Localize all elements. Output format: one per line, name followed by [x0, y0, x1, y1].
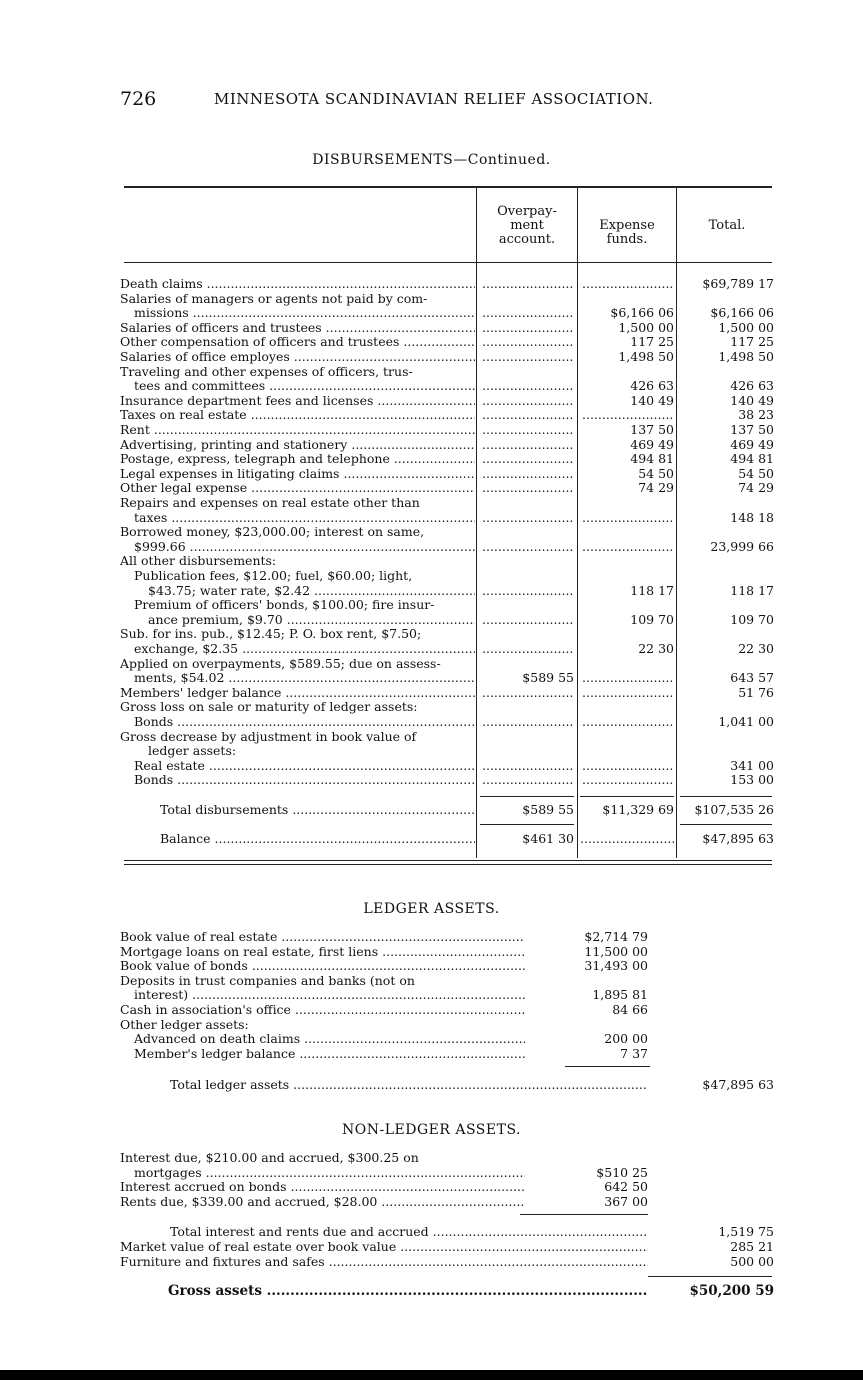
total-rule	[680, 796, 772, 797]
cell-overpayment-dots	[482, 408, 574, 423]
furniture-value: 500 00	[730, 1254, 774, 1269]
balance-expense-dots	[580, 832, 674, 847]
row-label: Gross loss on sale or maturity of ledger assets:	[120, 700, 418, 715]
cell-expense: 74 29	[638, 480, 674, 496]
cell-total: 643 57	[730, 670, 774, 686]
row-label: Salaries of office employes .....	[120, 350, 475, 365]
cell-total: $69,789 17	[702, 276, 774, 291]
cell-overpayment-dots	[482, 277, 574, 292]
item-value: $2,714 79	[584, 929, 648, 944]
cell-overpayment: $589 55	[522, 670, 574, 686]
column-divider	[476, 188, 477, 858]
cell-total: 109 70	[730, 611, 774, 627]
cell-total: 137 50	[730, 422, 774, 437]
cell-overpayment-dots	[482, 773, 574, 788]
cell-overpayment-dots	[482, 379, 574, 394]
column-header-text: Total.	[708, 218, 746, 233]
total-disbursements-label: Total disbursements .....	[160, 803, 475, 818]
scan-edge	[0, 1370, 863, 1380]
page-header-title: MINNESOTA SCANDINAVIAN RELIEF ASSOCIATION.	[214, 90, 654, 108]
row-label: tees and committees .....	[134, 379, 475, 394]
item-label: Other ledger assets:	[120, 1017, 249, 1032]
item-label: Rents due, $339.00 and accrued, $28.00 .....	[120, 1195, 525, 1210]
item-value: 200 00	[604, 1031, 648, 1047]
row-label: All other disbursements:	[120, 554, 277, 569]
cell-expense: 118 17	[630, 582, 674, 598]
row-label: $999.66 .....	[134, 540, 475, 555]
page-number: 726	[120, 88, 157, 110]
total-expense: $11,329 69	[602, 802, 674, 817]
cell-overpayment-dots	[482, 438, 574, 453]
cell-total: 140 49	[730, 392, 774, 408]
row-label: Gross decrease by adjustment in book value of	[120, 729, 417, 744]
cell-expense: 469 49	[630, 436, 674, 452]
cell-total: 494 81	[730, 451, 774, 467]
item-label: mortgages .....	[134, 1166, 525, 1181]
table-header-rule	[124, 262, 772, 263]
item-value: $510 25	[596, 1164, 648, 1180]
cell-overpayment-dots	[482, 481, 574, 496]
row-label: Salaries of officers and trustees .....	[120, 321, 475, 336]
cell-expense-dots	[582, 408, 674, 423]
row-label: Traveling and other expenses of officers, trus-	[120, 364, 413, 379]
cell-total: 22 30	[738, 641, 774, 656]
row-label: $43.75; water rate, $2.42 .....	[148, 584, 475, 599]
cell-expense: 1,498 50	[618, 349, 674, 364]
balance-rule	[680, 824, 772, 825]
cell-expense-dots	[582, 686, 674, 701]
row-label: Repairs and expenses on real estate other than	[120, 496, 420, 510]
non-ledger-sum-rule	[520, 1214, 648, 1215]
ledger-assets-title: LEDGER ASSETS.	[363, 901, 500, 917]
cell-overpayment-dots	[482, 394, 574, 409]
row-label: Applied on overpayments, $589.55; due on assess-	[120, 656, 441, 671]
cell-total: 1,041 00	[718, 714, 774, 729]
item-value: 84 66	[612, 1002, 648, 1017]
row-label: Insurance department fees and licenses .....	[120, 394, 475, 409]
cell-overpayment-dots	[482, 715, 574, 730]
cell-expense: 140 49	[630, 392, 674, 408]
item-value: 31,493 00	[584, 958, 648, 974]
ledger-sum-rule	[565, 1066, 650, 1067]
market-value-value: 285 21	[730, 1239, 774, 1254]
cell-expense-dots	[582, 773, 674, 788]
row-label: Other legal expense .....	[120, 481, 475, 496]
cell-expense: 494 81	[630, 451, 674, 467]
row-label: Legal expenses in litigating claims .....	[120, 467, 475, 482]
row-label: Death claims .....	[120, 277, 475, 292]
cell-overpayment-dots	[482, 511, 574, 526]
column-divider	[676, 188, 677, 858]
cell-overpayment-dots	[482, 584, 574, 599]
ledger-total-value: $47,895 63	[702, 1077, 774, 1092]
balance-rule	[480, 824, 574, 825]
cell-overpayment-dots	[482, 452, 574, 467]
cell-overpayment-dots	[482, 350, 574, 365]
row-label: Real estate .....	[134, 759, 475, 774]
cell-expense-dots	[582, 277, 674, 292]
cell-total: 341 00	[730, 757, 774, 773]
cell-total: 426 63	[730, 378, 774, 394]
cell-total: 118 17	[730, 582, 774, 598]
cell-total: 1,498 50	[718, 349, 774, 364]
cell-overpayment-dots	[482, 335, 574, 350]
total-interest-value: 1,519 75	[718, 1224, 774, 1239]
furniture-label: Furniture and fixtures and safes .....	[120, 1255, 648, 1270]
row-label: Premium of officers' bonds, $100.00; fire insur-	[134, 598, 435, 613]
row-label: Sub. for ins. pub., $12.45; P. O. box rent, $7.50;	[120, 627, 422, 642]
cell-expense-dots	[582, 715, 674, 730]
row-label: ledger assets:	[148, 744, 237, 759]
item-value: 642 50	[604, 1179, 648, 1195]
item-value: 7 37	[620, 1045, 648, 1061]
row-label: exchange, $2.35 .....	[134, 642, 475, 657]
item-value: 1,895 81	[592, 987, 648, 1003]
item-label: Interest accrued on bonds .....	[120, 1180, 525, 1195]
cell-expense: $6,166 06	[610, 305, 674, 321]
item-label: Deposits in trust companies and banks (not on	[120, 973, 415, 988]
row-label: Bonds .....	[134, 773, 475, 788]
row-label: Rent .....	[120, 423, 475, 438]
row-label: Other compensation of officers and trustees .....	[120, 335, 475, 350]
gross-assets-value: $50,200 59	[689, 1283, 774, 1299]
column-divider	[577, 188, 578, 858]
cell-expense: 426 63	[630, 378, 674, 394]
cell-expense: 1,500 00	[618, 319, 674, 335]
cell-overpayment-dots	[482, 467, 574, 482]
row-label: missions .....	[134, 306, 475, 321]
gross-rule	[648, 1276, 772, 1277]
total-overpayment: $589 55	[522, 802, 574, 817]
row-label: ments, $54.02 .....	[134, 671, 475, 686]
item-label: Interest due, $210.00 and accrued, $300.25 on	[120, 1151, 419, 1165]
cell-expense-dots	[582, 511, 674, 526]
row-label: Postage, express, telegraph and telephone .....	[120, 452, 475, 467]
item-value: 367 00	[604, 1193, 648, 1209]
cell-total: 469 49	[730, 436, 774, 452]
cell-overpayment-dots	[482, 423, 574, 438]
market-value-label: Market value of real estate over book value .....	[120, 1240, 648, 1255]
row-label: Taxes on real estate .....	[120, 408, 475, 423]
cell-total: 117 25	[730, 334, 774, 350]
disbursements-title: DISBURSEMENTS—Continued.	[312, 152, 551, 168]
cell-total: 23,999 66	[710, 538, 774, 554]
row-label: ance premium, $9.70 .....	[148, 613, 475, 628]
column-header-overpayment	[478, 205, 576, 247]
cell-expense: 137 50	[630, 422, 674, 437]
cell-expense-dots	[582, 671, 674, 686]
cell-overpayment-dots	[482, 613, 574, 628]
table-bottom-rule	[124, 860, 772, 861]
column-header-expense	[578, 219, 676, 247]
cell-expense: 117 25	[630, 334, 674, 350]
table-top-rule	[124, 186, 772, 188]
cell-total: 74 29	[738, 480, 774, 496]
total-rule	[480, 796, 574, 797]
item-label: Book value of real estate .....	[120, 930, 525, 945]
table-bottom-rule	[124, 864, 772, 865]
row-label: Advertising, printing and stationery .....	[120, 438, 475, 453]
cell-total: 51 76	[738, 684, 774, 700]
cell-total: 148 18	[730, 509, 774, 525]
item-label: Member's ledger balance .....	[134, 1047, 525, 1062]
item-label: Book value of bonds .....	[120, 959, 525, 974]
total-interest-label: Total interest and rents due and accrued .....	[170, 1225, 648, 1240]
ledger-total-label: Total ledger assets .....	[170, 1078, 648, 1093]
cell-overpayment-dots	[482, 759, 574, 774]
cell-overpayment-dots	[482, 642, 574, 657]
item-label: Mortgage loans on real estate, first liens .....	[120, 945, 525, 960]
item-value: 11,500 00	[584, 943, 648, 959]
item-label: Advanced on death claims .....	[134, 1032, 525, 1047]
row-label: Salaries of managers or agents not paid by com-	[120, 291, 428, 306]
balance-overpayment: $461 30	[522, 831, 574, 846]
row-label: Members' ledger balance .....	[120, 686, 475, 701]
gross-assets-label: Gross assets .....	[168, 1284, 648, 1299]
column-header-text: Overpay- ment account.	[497, 204, 557, 247]
non-ledger-assets-title: NON-LEDGER ASSETS.	[342, 1122, 521, 1138]
cell-overpayment-dots	[482, 540, 574, 555]
row-label: Bonds .....	[134, 715, 475, 730]
row-label: taxes .....	[134, 511, 475, 526]
cell-overpayment-dots	[482, 686, 574, 701]
row-label: Borrowed money, $23,000.00; interest on same,	[120, 525, 425, 540]
balance-label: Balance .....	[160, 832, 475, 847]
item-label: interest) .....	[134, 988, 525, 1003]
row-label: Publication fees, $12.00; fuel, $60.00; light,	[134, 569, 413, 583]
cell-overpayment-dots	[482, 306, 574, 321]
total-rule	[580, 796, 674, 797]
item-label: Cash in association's office .....	[120, 1003, 525, 1018]
cell-total: 153 00	[730, 772, 774, 788]
cell-total: $6,166 06	[710, 305, 774, 321]
column-header-text: Expense funds.	[599, 218, 655, 247]
total-total: $107,535 26	[694, 802, 774, 817]
cell-total: 38 23	[738, 407, 774, 423]
cell-expense: 22 30	[638, 641, 674, 656]
balance-total: $47,895 63	[702, 831, 774, 846]
cell-expense: 109 70	[630, 611, 674, 627]
cell-expense: 54 50	[638, 465, 674, 481]
cell-expense-dots	[582, 540, 674, 555]
cell-total: 54 50	[738, 465, 774, 481]
cell-total: 1,500 00	[718, 319, 774, 335]
cell-overpayment-dots	[482, 321, 574, 336]
column-header-total	[678, 219, 776, 233]
cell-expense-dots	[582, 759, 674, 774]
